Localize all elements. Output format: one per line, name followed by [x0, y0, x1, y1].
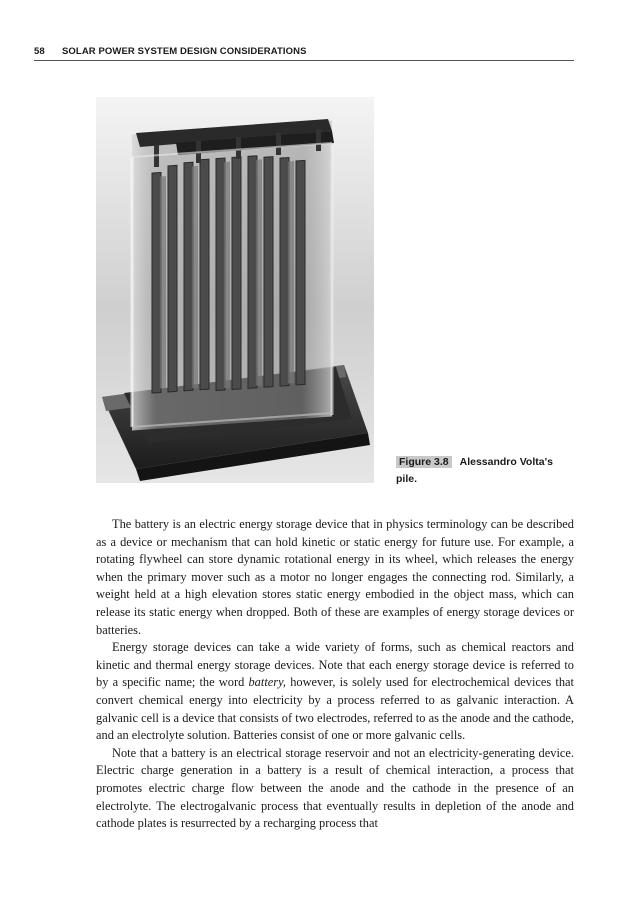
figure-caption-text: Alessandro Volta's pile.: [396, 456, 553, 485]
figure-photo: [96, 97, 374, 483]
paragraph-2-text-after: however, is solely used for electrochemical devices that convert chemical energy into electricity by a process referred to as galvanic interaction. A galvanic cell is a device that consists of two electrodes, referred to as the anode and the cathode, and an electrolyte solution. Batteries consist of one or more galvanic cells.: [96, 675, 575, 743]
running-header: [34, 46, 574, 61]
running-title: SOLAR POWER SYSTEM DESIGN CONSIDERATIONS: [62, 46, 307, 57]
paragraph-1: The battery is an electric energy storage device that in physics terminology can be described as a device or mechanism that can hold kinetic or static energy for future use. For example, a rotating flywheel can store dynamic rotational energy in its wheel, which releases the energy when the primary mover such as a motor no longer engages the connecting rod. Similarly, a weight held at a high elevation stores static energy embodied in the object mass, which can release its static energy when dropped. Both of these are examples of energy storage devices or batteries.: [96, 517, 574, 637]
paragraph-2: [96, 639, 574, 745]
paragraph-3: Note that a battery is an electrical storage reservoir and not an electricity-generating device. Electric charge generation in a battery is a result of chemical interaction, a process that promotes electric charge flow between the anode and the cathode in the presence of an electrolyte. The electrogalvanic process that eventually results in depletion of the anode and cathode plates is resurrected by a recharging process that: [96, 745, 574, 831]
body-text: [96, 516, 574, 833]
figure-caption: [396, 454, 576, 488]
page-number: 58: [34, 46, 45, 57]
paragraph-2-text-before: Energy storage devices can take a wide variety of forms, such as chemical reactors and kinetic and thermal energy storage devices. Note that each energy storage device is referred to by a specific name; the word: [96, 640, 574, 690]
figure-label: Figure 3.8: [396, 456, 452, 468]
paragraph-2-italic-term: battery,: [248, 675, 286, 690]
